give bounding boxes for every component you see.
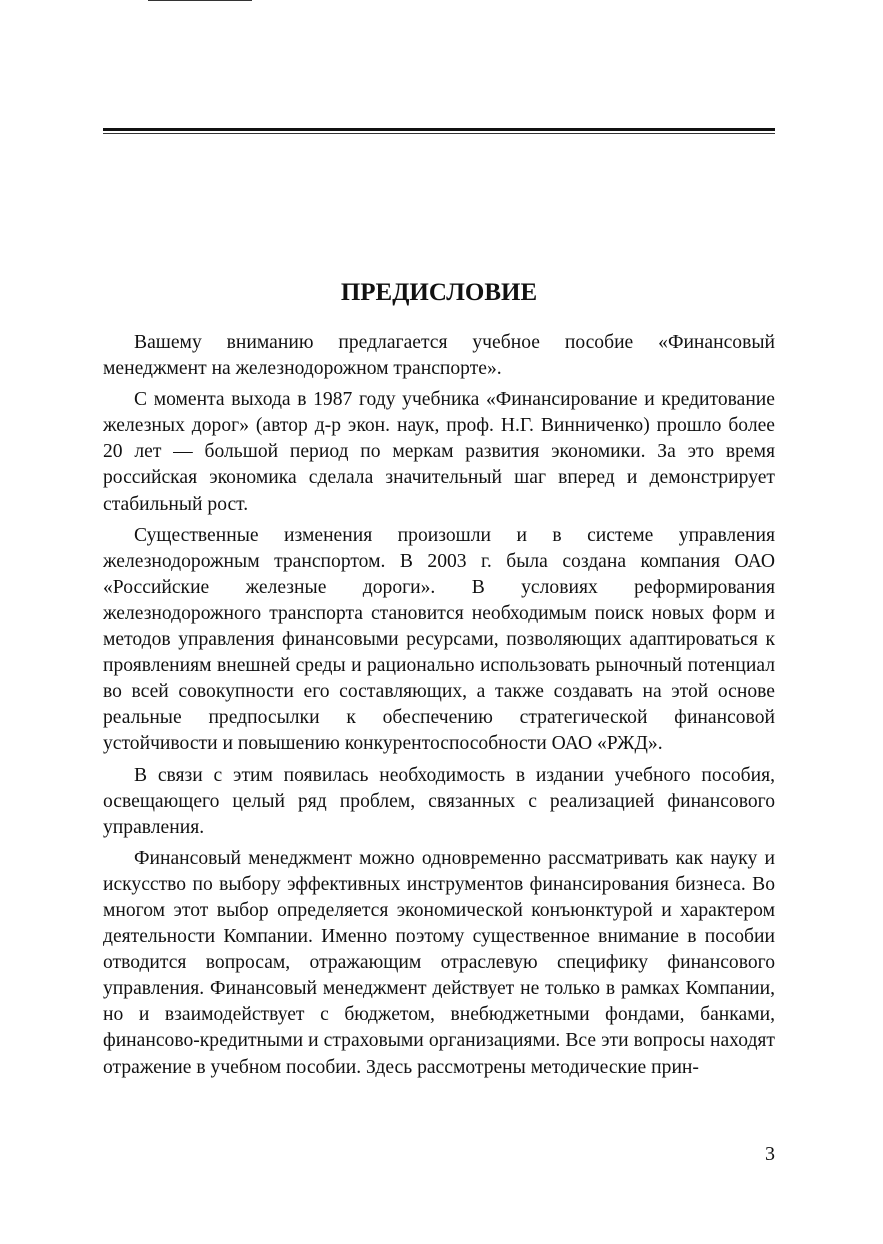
- top-edge-line: [148, 0, 252, 1]
- preface-body: [103, 330, 775, 1086]
- paragraph-5: Финансовый менеджмент можно одновременно рассматривать как науку и искусство по выбору эффективных инструментов финансирования бизнеса. Во многом этот выбор определяется экономической конъюнктурой и характером деятельности Компании. Именно поэтому существенное внимание в пособии отводится вопросам, отражающим отраслевую специфику финансового управления. Финансовый менеджмент действует не только в рамках Компании, но и взаимодействует с бюджетом, внебюджетными фондами, банками, финансово-кредитными и страховыми организациями. Все эти вопросы находят отражение в учебном пособии. Здесь рассмотрены методические прин-: [103, 847, 775, 1078]
- header-double-rule: [103, 128, 775, 134]
- paragraph-1: Вашему вниманию предлагается учебное пособие «Финансовый менеджмент на железнодорожном транспорте».: [103, 332, 775, 380]
- paragraph-4: В связи с этим появилась необходимость в издании учебного пособия, освещающего целый ряд проблем, связанных с реализацией финансового управления.: [103, 764, 775, 838]
- paragraph-3: Существенные изменения произошли и в системе управления железнодорожным транспортом. В 2003 г. была создана компания ОАО «Российские железные дороги». В условиях реформирования железнодорожного транспорта становится необходимым поиск новых форм и методов управления финансовыми ресурсами, позволяющих адаптироваться к проявлениям внешней среды и рационально использовать рыночный потенциал во всей совокупности его составляющих, а также создавать на этой основе реальные предпосылки к обеспечению стратегической финансовой устойчивости и повышению конкурентоспособности ОАО «РЖД».: [103, 524, 775, 755]
- page-number: 3: [765, 1143, 775, 1165]
- paragraph-2: С момента выхода в 1987 году учебника «Финансирование и кредитование железных дорог» (автор д-р экон. наук, проф. Н.Г. Винниченко) прошло более 20 лет — большой период по меркам развития экономики. За это время российская экономика сделала значительный шаг вперед и демонстрирует стабильный рост.: [103, 389, 775, 515]
- header-rule-thin: [103, 133, 775, 134]
- page-title: ПРЕДИСЛОВИЕ: [340, 279, 538, 306]
- header-rule-thick: [103, 128, 775, 131]
